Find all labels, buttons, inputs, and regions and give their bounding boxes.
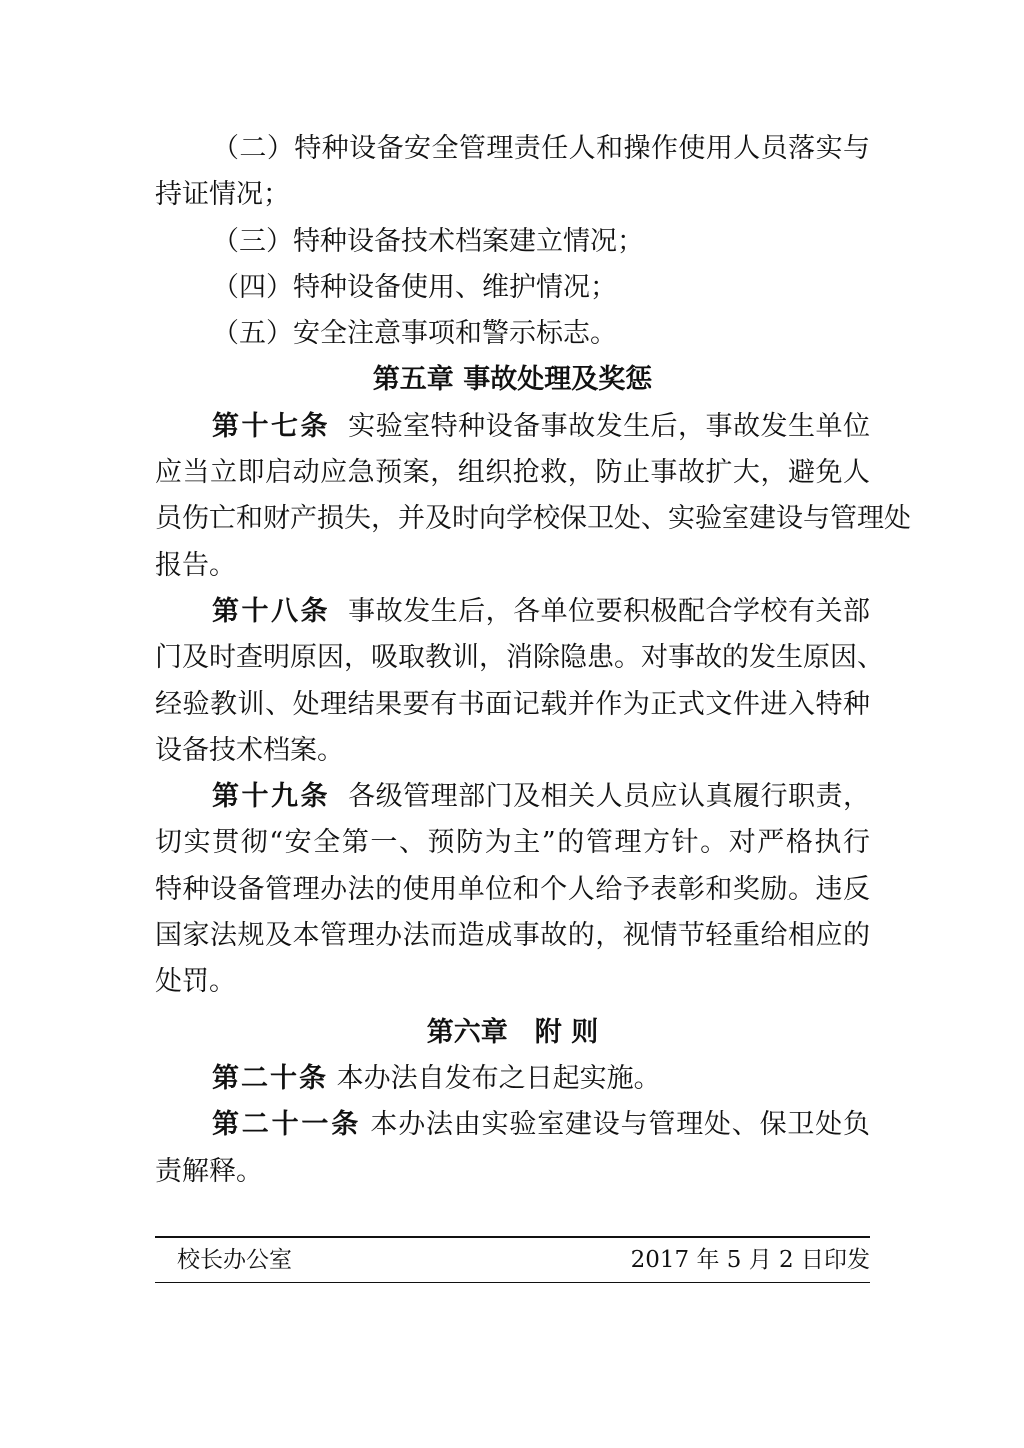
article-18-line-1: [155, 589, 870, 635]
article-18-line-2: 门及时查明原因，吸取教训，消除隐患。对事故的发生原因、: [155, 642, 884, 674]
article-18-line-3: 经验教训、处理结果要有书面记载并作为正式文件进入特种: [155, 688, 870, 720]
article-20-label: 第二十条: [212, 1062, 328, 1094]
article-19-line-4: 国家法规及本管理办法而造成事故的，视情节轻重给相应的: [155, 920, 870, 952]
article-19-line-1: [155, 774, 870, 820]
article-20-text-1: 本办法自发布之日起实施。: [336, 1062, 661, 1094]
article-17-text-1: 实验室特种设备事故发生后，事故发生单位: [348, 410, 871, 442]
document-footer: [155, 1236, 870, 1283]
item-3: （三）特种设备技术档案建立情况；: [212, 225, 644, 257]
document-body: [155, 126, 911, 1195]
footer-date: 2017 年 5 月 2 日印发: [630, 1247, 870, 1273]
article-17-line-3: 员伤亡和财产损失，并及时向学校保卫处、实验室建设与管理处: [155, 503, 911, 535]
article-21-line-2: 责解释。: [155, 1155, 263, 1187]
article-17-line-2: 应当立即启动应急预案，组织抢救，防止事故扩大，避免人: [155, 457, 870, 489]
footer-bottom-rule: [155, 1282, 870, 1283]
article-20-line-1: [155, 1056, 870, 1102]
footer-row: [155, 1238, 870, 1282]
chapter-5-title: 第五章 事故处理及奖惩: [372, 364, 653, 396]
article-18-text-1: 事故发生后，各单位要积极配合学校有关部: [348, 595, 871, 627]
article-17-line-4: 报告。: [155, 549, 236, 581]
article-19-line-5: 处罚。: [155, 966, 236, 998]
article-19-line-3: 特种设备管理办法的使用单位和个人给予表彰和奖励。违反: [155, 873, 870, 905]
article-21-label: 第二十一条: [212, 1109, 362, 1141]
footer-issuer: 校长办公室: [177, 1247, 292, 1273]
item-2-line-1: （二）特种设备安全管理责任人和操作使用人员落实与: [212, 133, 870, 164]
article-18-label: 第十八条: [212, 595, 330, 627]
article-21-line-1: [155, 1102, 870, 1148]
article-17-label: 第十七条: [212, 410, 330, 442]
chapter-6-title: 第六章 附 则: [426, 1016, 599, 1048]
item-2-line-2: 持证情况；: [155, 179, 290, 211]
article-18-line-4: 设备技术档案。: [155, 734, 344, 766]
article-19-text-1: 各级管理部门及相关人员应认真履行职责，: [348, 781, 871, 813]
item-4: （四）特种设备使用、维护情况；: [212, 271, 617, 303]
item-5: （五）安全注意事项和警示标志。: [212, 318, 617, 350]
article-19-label: 第十九条: [212, 781, 330, 813]
article-17-line-1: [155, 404, 870, 450]
article-19-line-2: 切实贯彻“安全第一、预防为主”的管理方针。对严格执行: [155, 827, 870, 859]
article-21-text-1: 本办法由实验室建设与管理处、保卫处负: [370, 1109, 871, 1141]
